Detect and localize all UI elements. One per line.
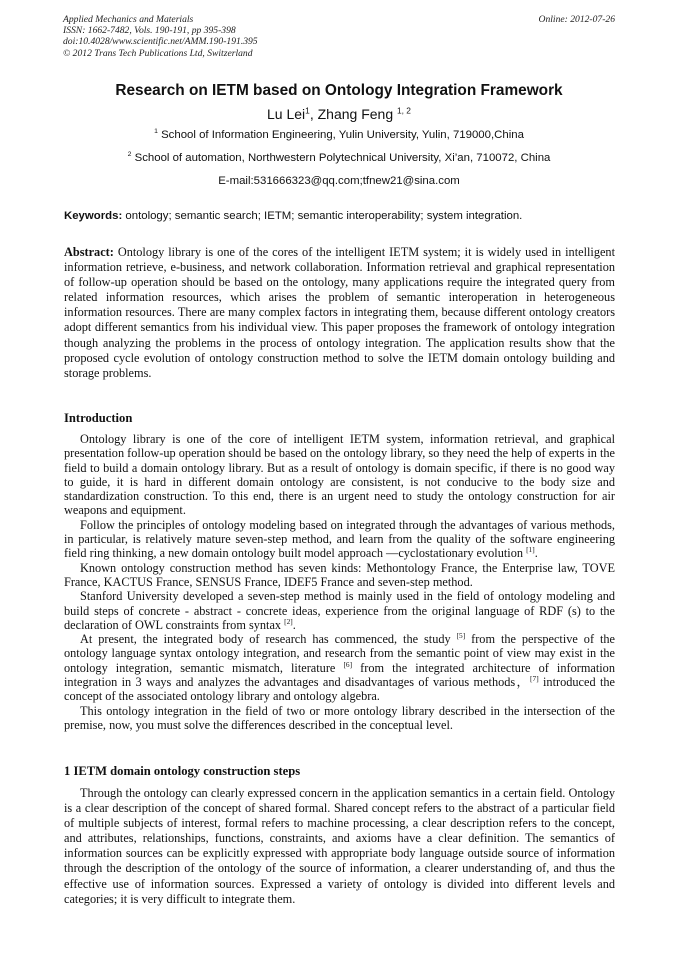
email-line: E-mail:531666323@qq.com;tfnew21@sina.com xyxy=(218,175,460,187)
paragraph: This ontology integration in the field of two or more ontology library described in the intersection of the premise, now, you must solve the differences described in the conceptual level. xyxy=(64,703,615,732)
paragraph xyxy=(64,589,615,632)
paragraph-end: . xyxy=(534,546,538,561)
section-heading-1: 1 IETM domain ontology construction steps xyxy=(64,764,301,778)
paragraph xyxy=(64,518,615,561)
paragraph-text: Follow the principles of ontology modeling based on integrated through the advantages of various methods, in particular, is relatively mature seven-step method, and learn from the quality of the software engineering field ring thinking, a new domain ontology built model approach —cyclostationary evolution xyxy=(64,517,615,561)
paragraph: Through the ontology can clearly expressed concern in the application semantics in a certain field. Ontology is a clear description of the concept of shared formal. Shared concept refers to the abstract of a particular field of multiple subjects of interest, formal refers to machine processing, a clear description refers to the concept, and attributes, relationships, functions, constraints, and axioms have a clear definition. The semantics of information sources can be explicitly expressed with appropriate body language outside source of information through the description of the ontology of the source of information, a clearer understanding of, and thus the effective use of information sources. Expressed a variety of ontology is divided into different levels and categories; it is very difficult to integrate them. xyxy=(64,786,615,906)
doi-line: doi:10.4028/www.scientific.net/AMM.190-191.395 xyxy=(63,36,258,48)
author-affiliation-mark: 1, 2 xyxy=(397,105,411,116)
citation: [1] xyxy=(526,545,535,555)
affiliation-text: School of automation, Northwestern Polytechnical University, Xi’an, 710072, China xyxy=(131,152,551,164)
journal-header xyxy=(63,14,615,59)
paragraph-text: introduced the concept of the associated ontology library and ontology algebra. xyxy=(64,675,615,704)
abstract-text: Ontology library is one of the cores of the intelligent IETM system; it is widely used in intelligent information retrieve, e-business, and network collaboration. Information retrieval and graphical representation of follow-up operation should be based on the ontology, many applications require the integrated query from related information resources, which arises the problem of semantic interoperation in heterogeneous information resources. There are many complex factors in integrating them, because different ontology creators adopt different semantics from his individual view. This paper proposes the framework of ontology integration though analyzing the problems in the process of ontology integration. The application results show that the proposed cycle evolution of ontology construction method to solve the IETM domain ontology building and storage problems. xyxy=(64,245,615,380)
paragraph xyxy=(64,632,615,703)
affiliation-text: School of Information Engineering, Yulin University, Yulin, 719000,China xyxy=(157,129,524,141)
affiliation-mark: 2 xyxy=(127,151,132,159)
keywords-text: ontology; semantic search; IETM; semantic interoperability; system integration. xyxy=(122,210,523,222)
paragraph-text: from the perspective of the ontology language syntax ontology integration, and research from the semantic point of view may exist in the ontology integration, semantic mismatch, literature xyxy=(64,632,615,675)
author-name: Lu Lei xyxy=(267,106,306,122)
keywords xyxy=(64,210,616,222)
paragraph: Ontology library is one of the core of intelligent IETM system, information retrieval, and graphical presentation follow-up operation should be based on the ontology library, so they need the help of experts in the field to build a domain ontology library. But as a result of ontology is domain specific, if there is no good way to guide, it is hard in different domain ontology are consistent, is not conducive to the body size and standardization construction. To this end, there is an urgent need to study the ontology construction for air weapons and equipment. xyxy=(64,432,615,518)
keywords-label: Keywords: xyxy=(64,210,123,222)
abstract-label: Abstract: xyxy=(64,245,114,259)
citation: [6] xyxy=(343,659,353,669)
copyright-line: © 2012 Trans Tech Publications Ltd, Switzerland xyxy=(63,47,253,59)
issn-line: ISSN: 1662-7482, Vols. 190-191, pp 395-398 xyxy=(63,25,236,37)
author-line xyxy=(0,106,678,122)
section-1-body xyxy=(64,786,615,907)
affiliation-2 xyxy=(0,152,678,164)
paragraph: Known ontology construction method has seven kinds: Methontology France, the Enterprise law, TOVE France, KACTUS France, SENSUS France, IDEF5 France and seven-step method. xyxy=(64,560,615,589)
paragraph-end: . xyxy=(292,617,296,632)
section-heading-introduction: Introduction xyxy=(64,411,133,425)
abstract xyxy=(64,245,615,381)
paragraph-text: Stanford University developed a seven-step method is mainly used in the field of ontology modeling and build steps of concrete - abstract - concrete ideas, experience from the original language of RDF (s) to the declaration of OWL constraints from syntax xyxy=(64,589,615,632)
paragraph-text: from the integrated architecture of information integration in 3 ways and analyzes the advantages and disadvantages of various methods， xyxy=(64,660,615,690)
author-separator: , xyxy=(309,106,318,122)
author-name: Zhang Feng xyxy=(317,106,397,122)
paragraph-text: At present, the integrated body of research has commenced, the study xyxy=(80,632,457,647)
online-date: Online: 2012-07-26 xyxy=(538,14,615,25)
citation: [7] xyxy=(530,673,539,683)
introduction-body xyxy=(64,432,615,732)
author-affiliation-mark: 1 xyxy=(305,105,310,116)
citation: [2] xyxy=(284,616,293,626)
paper-title: Research on IETM based on Ontology Integration Framework xyxy=(115,82,563,99)
citation: [5] xyxy=(456,631,466,641)
affiliation-1 xyxy=(0,129,678,141)
journal-name: Applied Mechanics and Materials xyxy=(63,14,194,25)
affiliation-mark: 1 xyxy=(154,128,158,136)
